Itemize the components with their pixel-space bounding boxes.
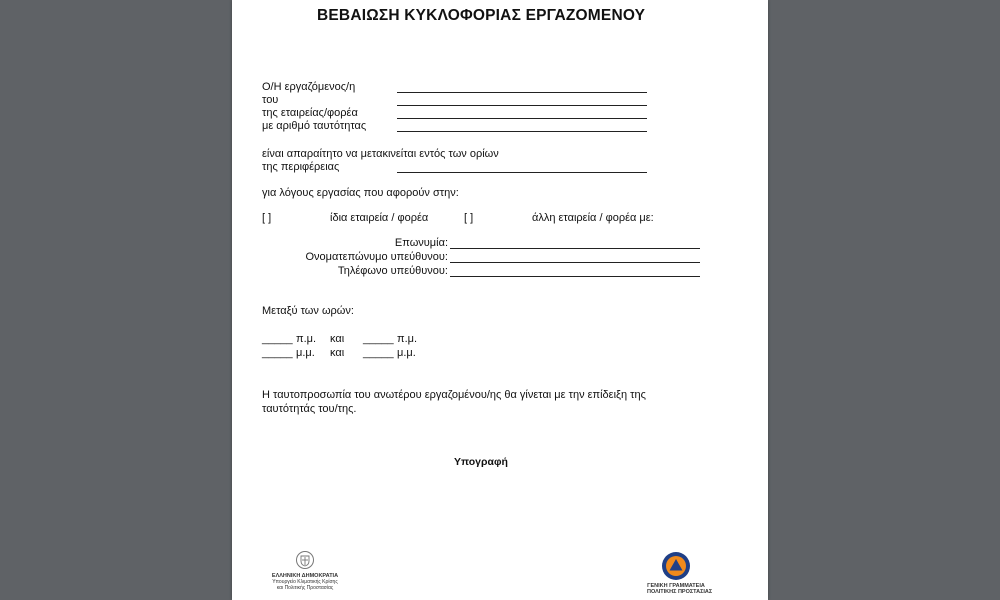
same-company-label: ίδια εταιρεία / φορέα xyxy=(330,212,429,224)
region-line xyxy=(397,172,647,173)
left-footer-org: ΕΛΛΗΝΙΚΗ ΔΗΜΟΚΡΑΤΙΑ xyxy=(271,573,339,579)
left-footer-sub2: και Πολιτικής Προστασίας xyxy=(276,585,334,591)
company-line xyxy=(397,118,647,119)
end-am-blank: _____ xyxy=(363,333,394,345)
id-label: με αριθμό ταυτότητας xyxy=(262,120,367,132)
of-line xyxy=(397,105,647,106)
start-pm-blank: _____ xyxy=(262,347,293,359)
between-hours-label: Μεταξύ των ωρών: xyxy=(262,305,354,317)
and-label-1: και xyxy=(330,333,345,345)
right-footer-text xyxy=(647,583,713,595)
id-line xyxy=(397,131,647,132)
responsible-phone-label: Τηλέφωνο υπεύθυνου: xyxy=(337,265,448,277)
document-title: ΒΕΒΑΙΩΣΗ ΚΥΚΛΟΦΟΡΙΑΣ ΕΡΓΑΖΟΜΕΝΟΥ xyxy=(317,7,646,24)
end-pm-label: μ.μ. xyxy=(397,347,416,359)
and-label-2: και xyxy=(330,347,345,359)
end-pm-blank: _____ xyxy=(363,347,394,359)
start-am-label: π.μ. xyxy=(296,333,317,345)
right-footer-org1: ΓΕΝΙΚΗ ΓΡΑΜΜΑΤΕΙΑ xyxy=(647,583,705,589)
start-pm-label: μ.μ. xyxy=(296,347,315,359)
of-label: του xyxy=(262,94,279,106)
document-page xyxy=(232,0,768,600)
left-footer-sub1: Υπουργείο Κλιματικής Κρίσης xyxy=(272,579,338,585)
civil-protection-logo-icon xyxy=(661,551,691,586)
must-move-text: είναι απαραίτητο να μετακινείται εντός των ορίων xyxy=(262,148,499,160)
other-company-checkbox: [ ] xyxy=(464,212,474,224)
greek-emblem-icon xyxy=(295,550,315,575)
identity-text-line1: Η ταυτοπροσωπία του ανωτέρου εργαζομένου/ης θα γίνεται με την επίδειξη της xyxy=(262,389,646,401)
left-footer-text xyxy=(262,573,348,591)
work-reasons-text: για λόγους εργασίας που αφορούν στην: xyxy=(262,187,459,199)
other-company-label: άλλη εταιρεία / φορέα με: xyxy=(532,212,654,224)
company-label: της εταιρείας/φορέα xyxy=(262,107,358,119)
company-name-line xyxy=(450,248,700,249)
employee-line xyxy=(397,92,647,93)
end-am-label: π.μ. xyxy=(397,333,418,345)
responsible-name-label: Ονοματεπώνυμο υπεύθυνου: xyxy=(305,251,448,263)
identity-text-line2: ταυτότητάς του/της. xyxy=(262,403,357,415)
right-footer-org2: ΠΟΛΙΤΙΚΗΣ ΠΡΟΣΤΑΣΙΑΣ xyxy=(647,589,713,595)
region-label: της περιφέρειας xyxy=(262,161,340,173)
company-name-label: Επωνυμία: xyxy=(394,237,448,249)
employee-label: Ο/Η εργαζόμενος/η xyxy=(262,81,356,93)
signature-label: Υπογραφή xyxy=(454,456,508,468)
start-am-blank: _____ xyxy=(262,333,293,345)
responsible-name-line xyxy=(450,262,700,263)
same-company-checkbox: [ ] xyxy=(262,212,272,224)
responsible-phone-line xyxy=(450,276,700,277)
